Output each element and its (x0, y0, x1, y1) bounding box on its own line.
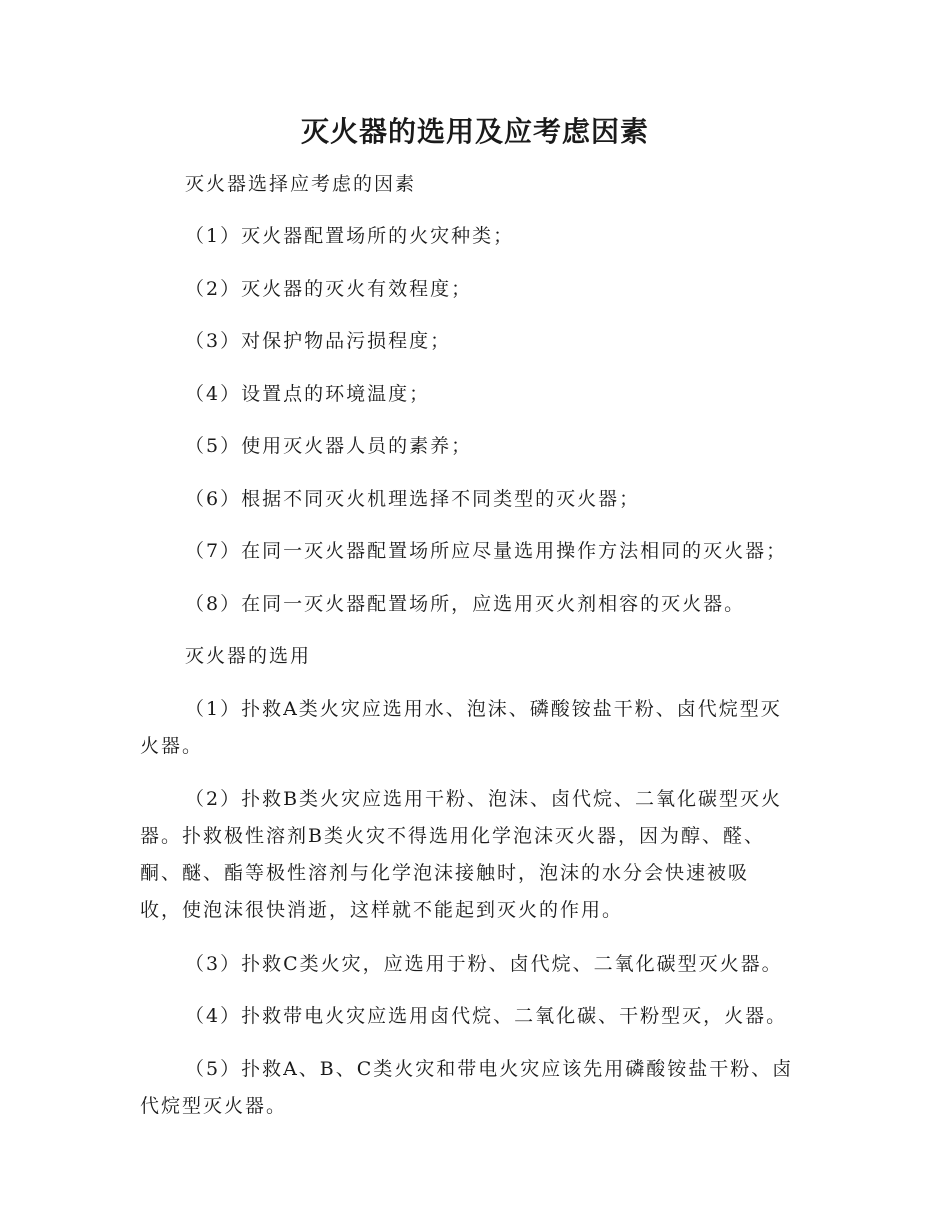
factor-item: （1）灭火器配置场所的火灾种类； (185, 225, 515, 247)
factor-item: （5）使用灭火器人员的素养； (185, 435, 473, 457)
selection-paragraph-1-line: （1）扑救A类火灾应选用水、泡沫、磷酸铵盐干粉、卤代烷型灭 (185, 698, 782, 720)
factor-item: （8）在同一灭火器配置场所，应选用灭火剂相容的灭火器。 (185, 593, 746, 615)
section-heading-factors: 灭火器选择应考虑的因素 (185, 173, 417, 195)
selection-paragraph-4-line: （4）扑救带电火灾应选用卤代烷、二氧化碳、干粉型灭，火器。 (185, 1005, 788, 1027)
factor-item: （6）根据不同灭火机理选择不同类型的灭火器； (185, 488, 641, 510)
selection-paragraph-2-line: （2）扑救B类火灾应选用干粉、泡沫、卤代烷、二氧化碳型灭火 (185, 788, 783, 810)
selection-paragraph-2-line: 酮、醚、酯等极性溶剂与化学泡沫接触时，泡沫的水分会快速被吸 (140, 862, 750, 884)
factor-item: （3）对保护物品污损程度； (185, 330, 452, 352)
document-title: 灭火器的选用及应考虑因素 (300, 115, 649, 148)
factor-item: （7）在同一灭火器配置场所应尽量选用操作方法相同的灭火器； (185, 540, 788, 562)
selection-paragraph-2-line: 收，使泡沫很快消逝，这样就不能起到灭火的作用。 (140, 899, 624, 921)
section-heading-selection: 灭火器的选用 (185, 645, 312, 667)
factor-item: （2）灭火器的灭火有效程度； (185, 278, 473, 300)
selection-paragraph-5-line: （5）扑救A、B、C类火灾和带电火灾应该先用磷酸铵盐干粉、卤 (185, 1058, 794, 1080)
selection-paragraph-5-line: 代烷型灭火器。 (140, 1095, 288, 1117)
selection-paragraph-3-line: （3）扑救C类火灾，应选用于粉、卤代烷、二氧化碳型灭火器。 (185, 953, 783, 975)
selection-paragraph-2-line: 器。扑救极性溶剂B类火灾不得选用化学泡沫灭火器，因为醇、醛、 (140, 825, 765, 847)
selection-paragraph-1-line: 火器。 (140, 735, 204, 757)
factor-item: （4）设置点的环境温度； (185, 383, 431, 405)
